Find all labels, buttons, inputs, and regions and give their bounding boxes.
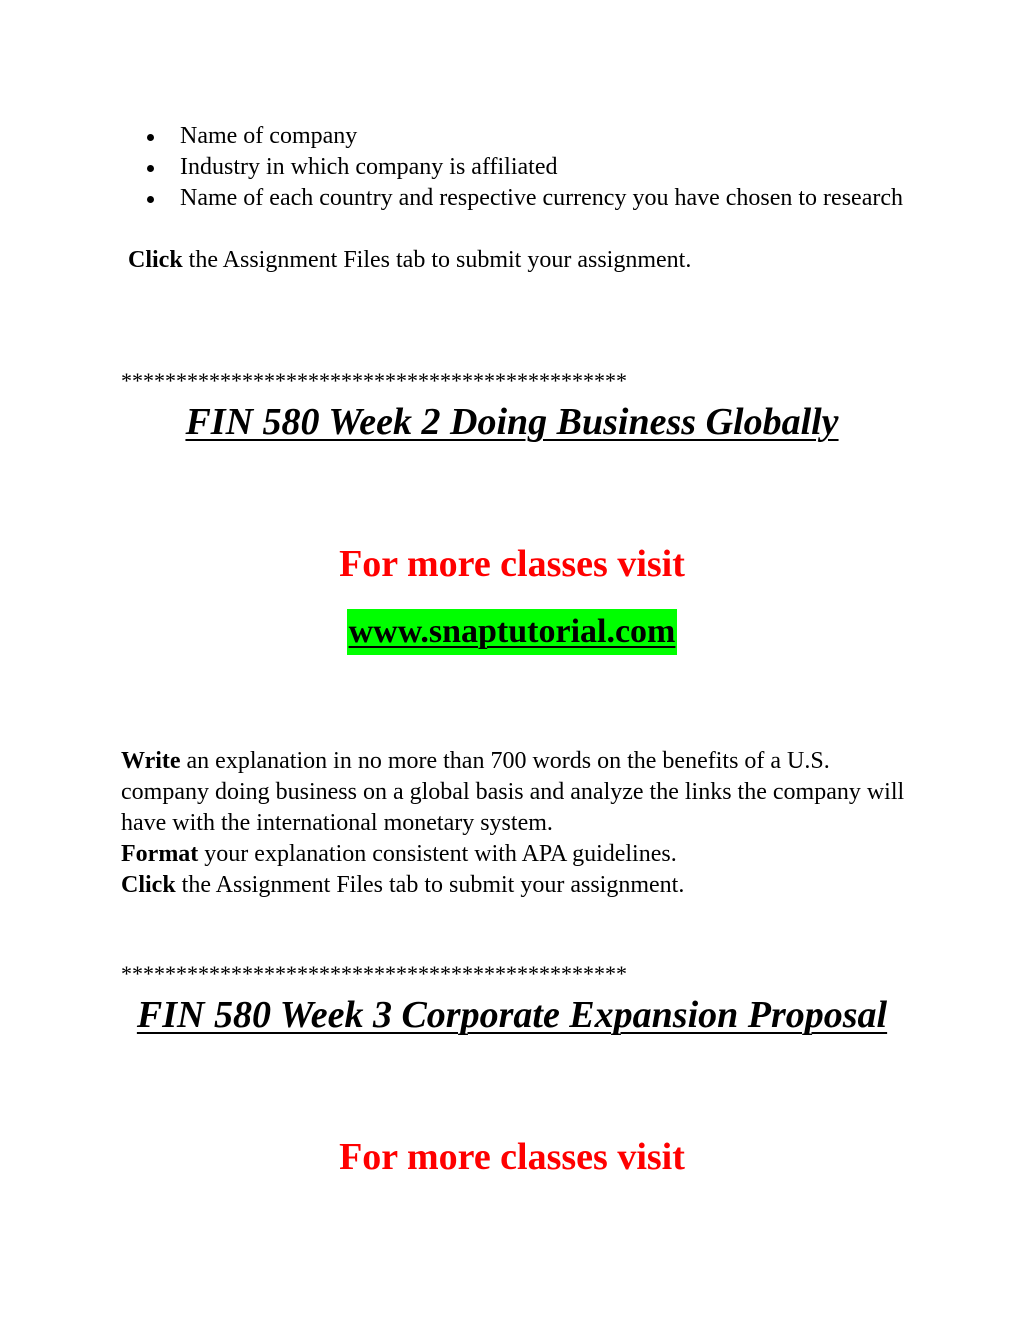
bullet-icon <box>147 134 154 141</box>
site-link[interactable]: www.snaptutorial.com <box>347 609 678 655</box>
bullet-icon <box>147 196 154 203</box>
list-item-text: Name of company <box>180 123 358 149</box>
separator-1: ********************************************** <box>121 368 627 393</box>
requirements-list <box>145 121 925 214</box>
list-item-text: Name of each country and respective currency you have chosen to research <box>180 185 903 211</box>
click-text: the Assignment Files tab to submit your assignment. <box>175 872 685 898</box>
bullet-icon <box>147 165 154 172</box>
separator-2: ********************************************** <box>121 961 627 986</box>
week2-site-wrap <box>0 609 1024 655</box>
week3-title: FIN 580 Week 3 Corporate Expansion Proposal <box>136 994 888 1036</box>
week2-title: FIN 580 Week 2 Doing Business Globally <box>185 401 839 443</box>
week2-description <box>121 746 911 901</box>
list-item <box>145 152 925 183</box>
click-keyword: Click <box>121 872 176 898</box>
format-text: your explanation consistent with APA guidelines. <box>198 841 677 867</box>
list-item-text: Industry in which company is affiliated <box>180 154 558 180</box>
write-text: an explanation in no more than 700 words on the benefits of a U.S. company doing business on a global basis and analyze the links the company will have with the international monetary system. <box>121 748 905 836</box>
click-keyword: Click <box>128 247 183 273</box>
format-keyword: Format <box>121 841 199 867</box>
week3-promo: For more classes visit <box>339 1136 685 1178</box>
click-instruction-1 <box>128 245 928 276</box>
list-item <box>145 183 925 214</box>
list-item <box>145 121 925 152</box>
click-instruction-text: the Assignment Files tab to submit your assignment. <box>182 247 692 273</box>
write-keyword: Write <box>121 748 181 774</box>
week2-promo: For more classes visit <box>339 543 685 585</box>
